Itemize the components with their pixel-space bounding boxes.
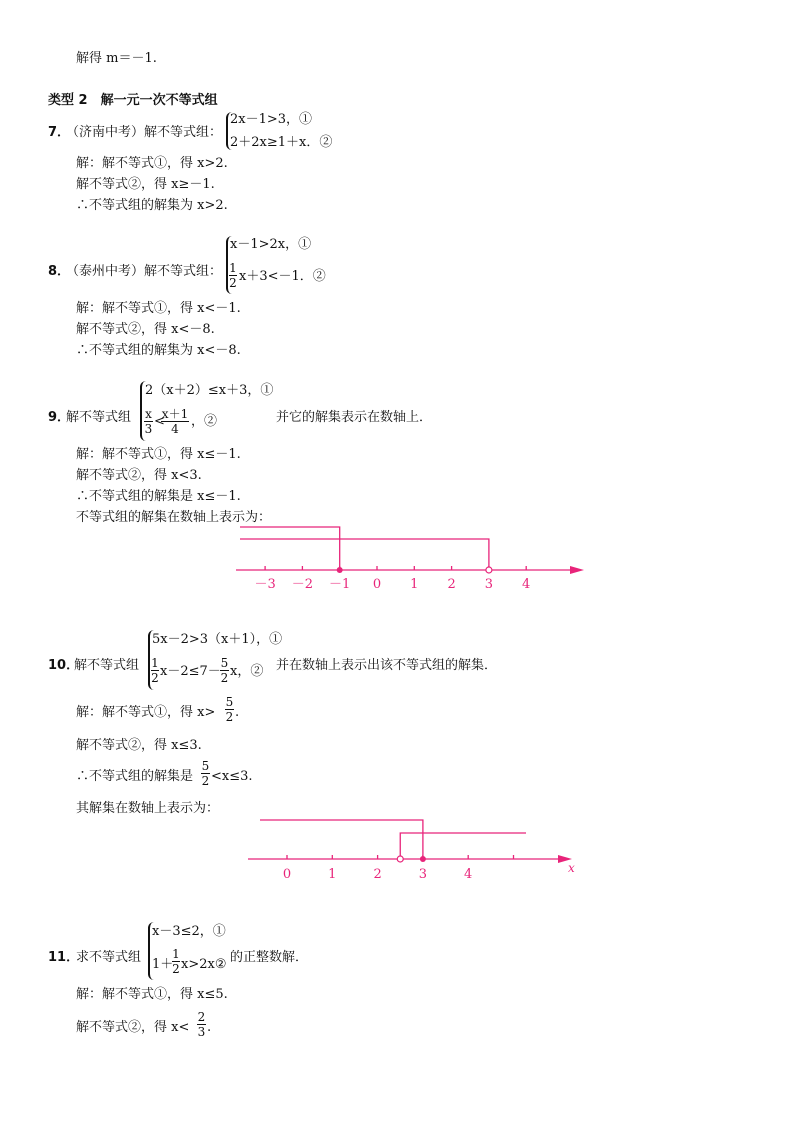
fraction-numerator: 1	[229, 261, 237, 275]
problem-9-eq2-tail: ，②	[191, 414, 218, 429]
axis-tick-label: －2	[291, 577, 314, 592]
problem-11-sol2: 解不等式②，得 x<	[76, 1020, 190, 1035]
problem-10-eq2-fraction-a	[151, 657, 159, 684]
problem-10-sol1-fraction	[225, 696, 234, 723]
problem-9-eq1: 2（x＋2）≤x＋3，①	[145, 383, 274, 398]
problem-9-eq2-fraction-b	[161, 408, 189, 435]
problem-10-eq2-fraction-b	[220, 657, 229, 684]
problem-10-sol3: ∴不等式组的解集是	[76, 769, 194, 784]
axis-tick-label: 3	[418, 867, 428, 882]
fraction-denominator: 3	[144, 422, 153, 436]
problem-8-sol3: ∴不等式组的解集为 x<－8.	[76, 343, 241, 358]
fraction-denominator: 2	[172, 962, 180, 976]
axis-tick-label: 2	[447, 577, 456, 592]
problem-8-eq2-fraction	[229, 262, 237, 289]
number-line-10	[0, 812, 793, 882]
problem-10-sol1-post: .	[235, 705, 240, 720]
fraction-numerator: 5	[225, 695, 234, 709]
open-point	[486, 567, 492, 573]
problem-7-number: 7．	[48, 125, 71, 140]
problem-8-sol2: 解不等式②，得 x<－8.	[76, 322, 215, 337]
axis-tick-label: 0	[372, 577, 382, 592]
fraction-denominator: 4	[171, 422, 179, 436]
problem-11-sol1: 解：解不等式①，得 x≤5.	[76, 987, 228, 1002]
problem-8-number: 8．	[48, 264, 71, 279]
axis-tick-label: 1	[328, 867, 337, 882]
fraction-numerator: x＋1	[161, 407, 189, 421]
open-point	[397, 856, 403, 862]
problem-11-number: 11．	[48, 950, 80, 965]
problem-7-sol1: 解：解不等式①，得 x>2.	[76, 156, 228, 171]
problem-9-sol4: 不等式组的解集在数轴上表示为：	[76, 510, 272, 525]
fraction-denominator: 2	[229, 276, 237, 290]
fraction-numerator: 2	[197, 1010, 206, 1024]
problem-9-sol3: ∴不等式组的解集是 x≤－1.	[76, 489, 241, 504]
problem-9-after: 并它的解集表示在数轴上．	[276, 410, 433, 425]
problem-11-sol2-fraction	[197, 1011, 206, 1038]
fraction-denominator: 2	[220, 671, 229, 685]
problem-9-sol2: 解不等式②，得 x<3.	[76, 468, 202, 483]
problem-11-eq1: x－3≤2，①	[152, 924, 226, 939]
problem-10-eq1: 5x－2>3（x＋1），①	[152, 632, 283, 647]
problem-8-prompt: （泰州中考）解不等式组：	[66, 264, 223, 279]
axis-tick-label: 3	[484, 577, 494, 592]
problem-10-prompt: 解不等式组	[74, 658, 140, 673]
fraction-denominator: 2	[201, 774, 210, 788]
closed-point	[420, 856, 426, 862]
fraction-numerator: 5	[201, 759, 210, 773]
fraction-numerator: 1	[151, 656, 159, 670]
solution-ray-x-lt-3	[240, 539, 489, 567]
axis-tick-label: 1	[410, 577, 419, 592]
number-line-9	[0, 522, 793, 592]
problem-7-sol3: ∴不等式组的解集为 x>2.	[76, 198, 228, 213]
problem-10-number: 10．	[48, 658, 80, 673]
axis-variable-label: x	[568, 861, 575, 875]
axis-tick-label: 4	[464, 867, 473, 882]
axis-tick-label: 4	[522, 577, 531, 592]
axis-tick-label: －3	[254, 577, 276, 592]
problem-7-sol2: 解不等式②，得 x≥－1.	[76, 177, 215, 192]
axis-tick-label: －1	[329, 577, 351, 592]
problem-10-sol3-post: <x≤3.	[211, 769, 253, 784]
problem-10-sol1: 解：解不等式①，得 x>	[76, 705, 216, 720]
problem-9-prompt: 解不等式组	[66, 410, 132, 425]
problem-11-sol2-post: .	[207, 1020, 212, 1035]
axis-tick-label: 2	[373, 867, 382, 882]
solution-ray-x-le-3	[260, 820, 423, 859]
problem-7-eq1: 2x－1>3，①	[230, 112, 313, 127]
problem-8-eq1: x－1>2x，①	[230, 237, 312, 252]
problem-11-after: 的正整数解．	[230, 950, 309, 965]
problem-9-number: 9．	[48, 410, 71, 425]
problem-9-eq2-fraction-a	[144, 408, 153, 435]
problem-11-eq2-pre: 1＋	[152, 957, 174, 972]
problem-11-eq2-post: x>2x②	[181, 957, 227, 972]
problem-11-eq2-fraction	[172, 948, 180, 975]
axis-tick-label: 0	[282, 867, 292, 882]
fraction-denominator: 2	[225, 710, 234, 724]
problem-9-sol1: 解：解不等式①，得 x≤－1.	[76, 447, 241, 462]
fraction-numerator: 1	[172, 947, 180, 961]
problem-8-eq2: x＋3<－1．②	[239, 269, 326, 284]
solution-ray-x-le-minus1	[240, 527, 340, 570]
intro-line: 解得 m＝－1.	[76, 51, 157, 66]
problem-10-sol2: 解不等式②，得 x≤3.	[76, 738, 202, 753]
problem-10-eq2-tail: x，②	[230, 664, 264, 679]
section-heading: 类型 2 解一元一次不等式组	[48, 93, 218, 108]
problem-7-prompt: （济南中考）解不等式组：	[66, 125, 223, 140]
problem-8-sol1: 解：解不等式①，得 x<－1.	[76, 301, 241, 316]
problem-7-eq2: 2＋2x≥1＋x．②	[230, 135, 333, 150]
problem-10-after: 并在数轴上表示出该不等式组的解集．	[276, 658, 498, 673]
fraction-denominator: 2	[151, 671, 159, 685]
problem-9-eq2-lt: <	[154, 414, 165, 429]
fraction-denominator: 3	[197, 1025, 206, 1039]
fraction-numerator: 5	[220, 656, 229, 670]
fraction-numerator: x	[145, 407, 152, 421]
problem-10-eq2-mid: x－2≤7－	[160, 664, 221, 679]
solution-ray-x-gt-5-2	[400, 833, 526, 856]
closed-point	[337, 567, 343, 573]
problem-10-sol4: 其解集在数轴上表示为：	[76, 801, 220, 816]
problem-11-prompt: 求不等式组	[76, 950, 142, 965]
axis-arrowhead	[570, 566, 584, 574]
problem-10-sol3-fraction	[201, 760, 210, 787]
